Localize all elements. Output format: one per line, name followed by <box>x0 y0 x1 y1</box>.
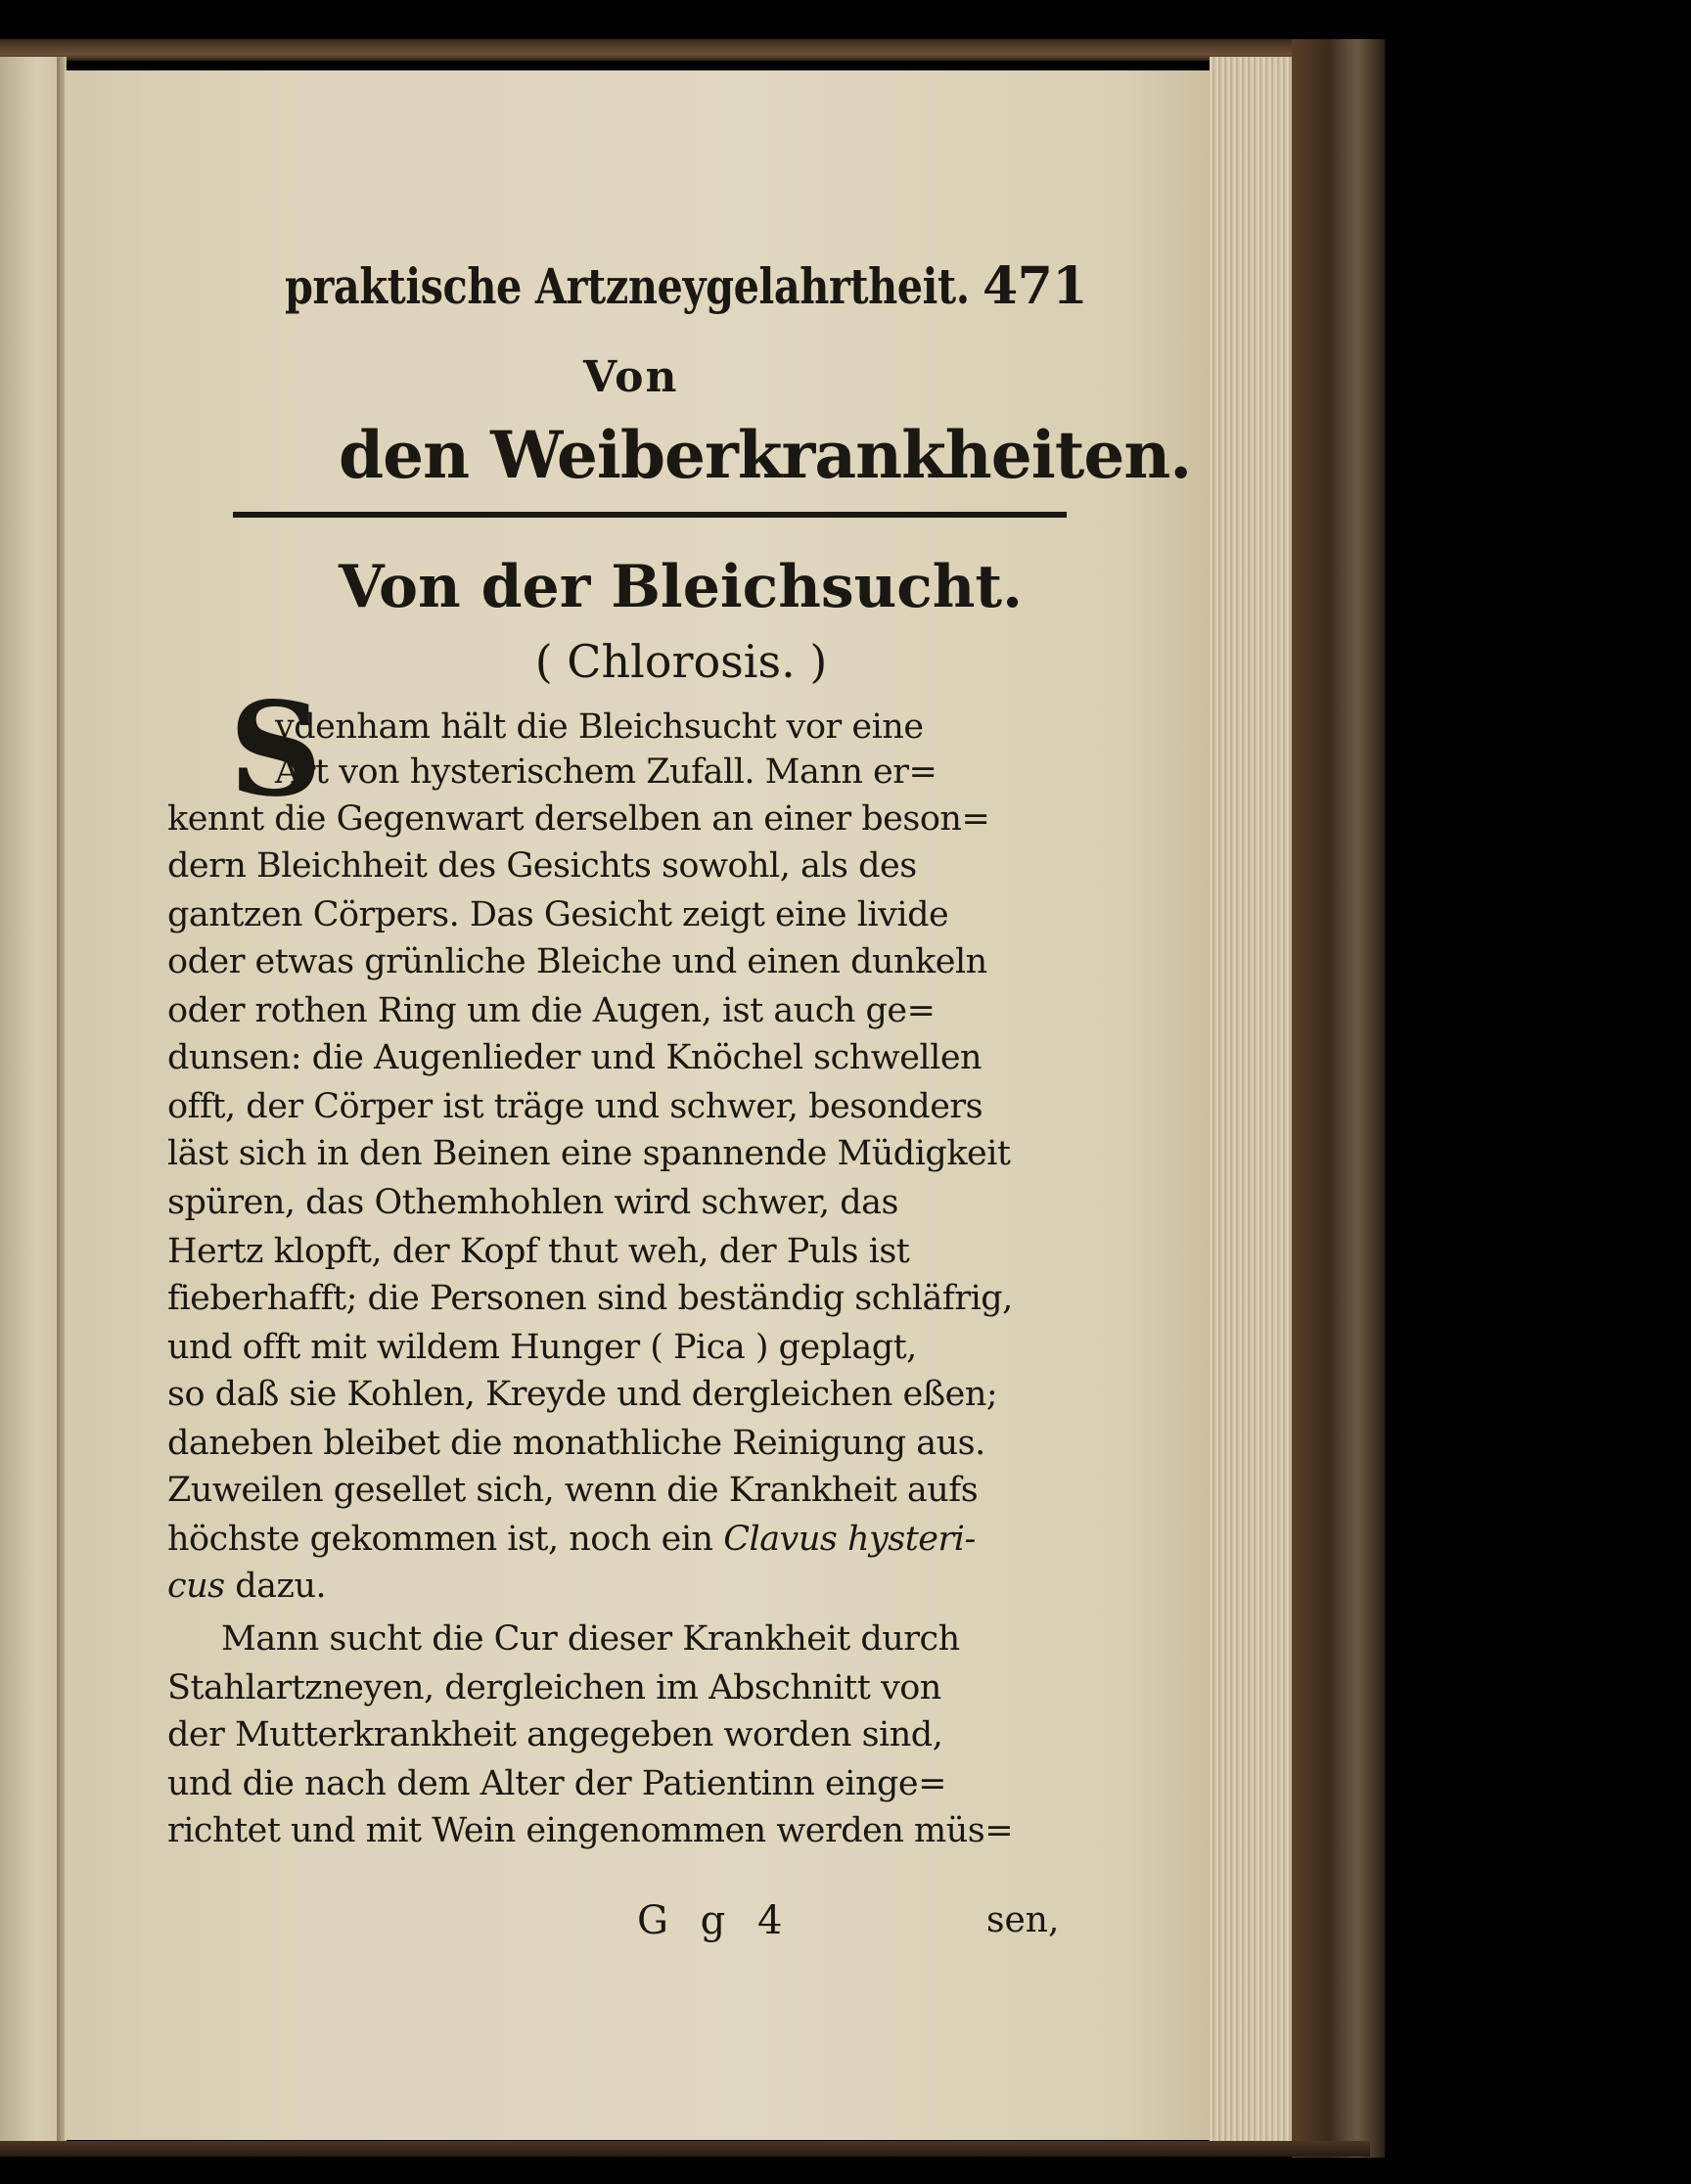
previous-page-edge <box>0 57 61 2146</box>
body-line: oder rothen Ring um die Augen, ist auch ge= <box>167 991 936 1030</box>
body-line: dern Bleichheit des Gesichts sowohl, als des <box>167 846 917 886</box>
body-line: läst sich in den Beinen eine spannende Müdigkeit <box>167 1134 1011 1173</box>
body-line: spüren, das Othemhohlen wird schwer, das <box>167 1183 898 1222</box>
page-number: 471 <box>982 256 1087 316</box>
body-line: daneben bleibet die monathliche Reinigung aus. <box>167 1424 985 1463</box>
body-line-with-italic <box>167 1517 976 1562</box>
running-head <box>285 252 1087 321</box>
italic-latin-term: cus <box>167 1567 225 1606</box>
body-line: ydenham hält die Bleichsucht vor eine <box>275 707 924 747</box>
body-line: dunsen: die Augenlieder und Knöchel schwellen <box>167 1038 983 1077</box>
body-line: oder etwas grünliche Bleiche und einen dunkeln <box>167 942 987 981</box>
body-line: Art von hysterischem Zufall. Mann er= <box>275 752 937 792</box>
body-line: der Mutterkrankheit angegeben worden sind, <box>167 1715 943 1754</box>
body-line: Hertz klopft, der Kopf thut weh, der Puls ist <box>167 1232 910 1271</box>
book-cover-bottom-edge <box>0 2141 1370 2157</box>
catchword: sen, <box>986 1900 1060 1940</box>
body-line-with-italic <box>167 1564 326 1609</box>
italic-latin-term: Clavus hysteri- <box>723 1520 976 1559</box>
running-head-title: praktische Artzneygelahrtheit. <box>285 257 970 315</box>
book-cover-edge <box>1292 39 1385 2158</box>
body-line: Zuweilen gesellet sich, wenn die Krankheit aufs <box>167 1471 979 1510</box>
body-line: richtet und mit Wein eingenommen werden müs= <box>167 1811 1014 1850</box>
body-line: und offt mit wildem Hunger ( Pica ) geplagt, <box>167 1328 917 1367</box>
body-text: dazu. <box>224 1567 327 1606</box>
signature-mark: G g 4 <box>637 1898 793 1943</box>
page-block-edges <box>1210 57 1298 2146</box>
body-line: Stahlartzneyen, dergleichen im Abschnitt von <box>167 1668 941 1707</box>
title-rule <box>233 512 1067 518</box>
body-text: höchste gekommen ist, noch ein <box>167 1520 724 1559</box>
book-page <box>65 70 1211 2140</box>
body-line: offt, der Cörper ist träge und schwer, besonders <box>167 1087 983 1126</box>
body-line: gantzen Cörpers. Das Gesicht zeigt eine livide <box>167 895 949 934</box>
body-line: und die nach dem Alter der Patientinn einge= <box>167 1764 946 1803</box>
section-title: den Weiberkrankheiten. <box>339 417 1192 493</box>
body-line: so daß sie Kohlen, Kreyde und dergleichen eßen; <box>167 1375 998 1414</box>
chapter-title: Von der Bleichsucht. <box>339 553 1023 621</box>
drop-cap: S <box>229 674 323 826</box>
body-line: fieberhafft; die Personen sind beständig schläfrig, <box>167 1279 1013 1318</box>
body-line: Mann sucht die Cur dieser Krankheit durch <box>221 1619 960 1659</box>
chapter-subtitle: ( Chlorosis. ) <box>534 635 828 688</box>
section-von: Von <box>583 352 679 402</box>
book-cover-top-edge <box>0 39 1370 61</box>
body-line: kennt die Gegenwart derselben an einer beson= <box>167 799 990 839</box>
